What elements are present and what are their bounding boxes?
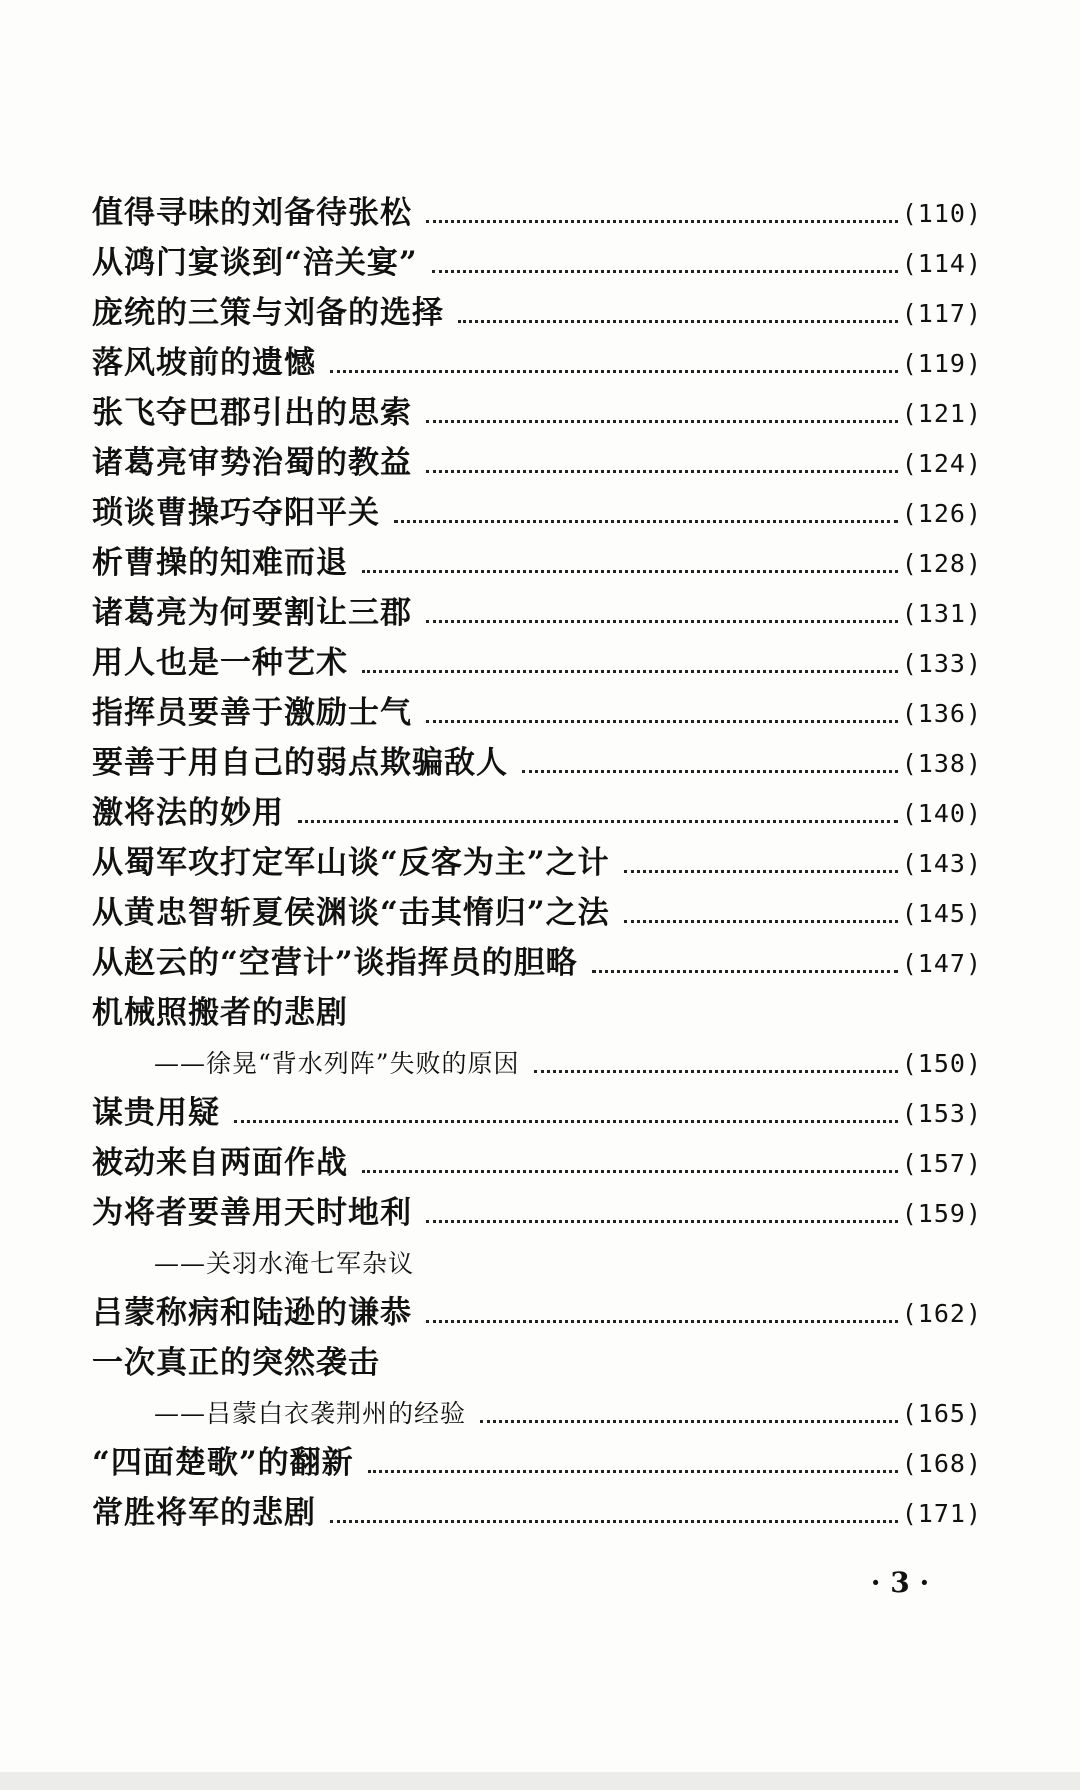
toc-entry [92, 638, 982, 688]
toc-entry-title: 诸葛亮审势治蜀的教益 [92, 444, 412, 481]
toc-entry [92, 1488, 982, 1538]
toc-entry-page: (153) [901, 1098, 982, 1128]
dot-leader [592, 970, 898, 973]
toc-entry [92, 338, 982, 388]
toc-entry-title: 从蜀军攻打定军山谈“反客为主”之计 [92, 844, 610, 881]
toc-entry [92, 738, 982, 788]
toc-entry [92, 438, 982, 488]
toc-entry [92, 388, 982, 438]
dot-leader [432, 270, 898, 273]
toc-entry-page: (159) [901, 1198, 982, 1228]
toc-entry-page: (131) [901, 598, 982, 628]
toc-entry-title: 激将法的妙用 [92, 794, 284, 831]
toc-entry-title: 为将者要善用天时地利 [92, 1194, 412, 1231]
dot-leader [624, 920, 898, 923]
toc-entry [92, 1338, 982, 1388]
dot-leader [426, 1220, 898, 1223]
toc-entry-page: (162) [901, 1298, 982, 1328]
dot-leader [458, 320, 898, 323]
dot-leader [394, 520, 898, 523]
dot-leader [522, 770, 898, 773]
toc-entry [92, 488, 982, 538]
table-of-contents [92, 188, 982, 1538]
toc-entry-title: ——关羽水淹七军杂议 [154, 1248, 415, 1278]
toc-entry-page: (171) [901, 1498, 982, 1528]
dot-leader [426, 420, 898, 423]
toc-entry [92, 1288, 982, 1338]
dot-leader [362, 1170, 898, 1173]
toc-entry [92, 1088, 982, 1138]
toc-entry-page: (114) [901, 248, 982, 278]
toc-entry-page: (117) [901, 298, 982, 328]
toc-entry-title: 析曹操的知难而退 [92, 544, 348, 581]
toc-entry-subtitle [92, 1388, 982, 1438]
toc-entry [92, 538, 982, 588]
toc-entry-title: 从黄忠智斩夏侯渊谈“击其惰归”之法 [92, 894, 610, 931]
toc-entry-page: (121) [901, 398, 982, 428]
toc-entry [92, 1188, 982, 1238]
toc-entry [92, 838, 982, 888]
toc-entry-title: 要善于用自己的弱点欺骗敌人 [92, 744, 508, 781]
toc-entry [92, 1438, 982, 1488]
toc-entry-title: 从鸿门宴谈到“涪关宴” [92, 244, 418, 281]
toc-entry [92, 188, 982, 238]
dot-leader [298, 820, 898, 823]
dot-leader [362, 570, 898, 573]
dot-leader [426, 720, 898, 723]
toc-entry-page: (140) [901, 798, 982, 828]
dot-leader [426, 220, 898, 223]
toc-entry-page: (145) [901, 898, 982, 928]
toc-entry-title: 落风坡前的遗憾 [92, 344, 316, 381]
toc-entry-title: 值得寻味的刘备待张松 [92, 194, 412, 231]
toc-entry-title: 一次真正的突然袭击 [92, 1344, 380, 1381]
toc-entry [92, 288, 982, 338]
toc-entry-title: 指挥员要善于激励士气 [92, 694, 412, 731]
toc-entry-title: 琐谈曹操巧夺阳平关 [92, 494, 380, 531]
toc-entry-title: ——吕蒙白衣袭荆州的经验 [154, 1398, 467, 1428]
toc-entry [92, 238, 982, 288]
toc-entry-page: (138) [901, 748, 982, 778]
dot-leader [480, 1420, 898, 1423]
toc-entry [92, 938, 982, 988]
toc-entry-title: 庞统的三策与刘备的选择 [92, 294, 444, 331]
toc-entry-page: (143) [901, 848, 982, 878]
toc-entry-title: “四面楚歌”的翻新 [92, 1444, 354, 1481]
toc-entry-page: (126) [901, 498, 982, 528]
toc-entry-page: (147) [901, 948, 982, 978]
toc-entry [92, 788, 982, 838]
toc-entry-page: (119) [901, 348, 982, 378]
page-number: · 3 · [870, 1566, 930, 1599]
toc-entry-page: (124) [901, 448, 982, 478]
toc-entry-subtitle [92, 1038, 982, 1088]
toc-entry-title: 诸葛亮为何要割让三郡 [92, 594, 412, 631]
toc-entry-title: 吕蒙称病和陆逊的谦恭 [92, 1294, 412, 1331]
toc-entry-title: 张飞夺巴郡引出的思索 [92, 394, 412, 431]
toc-entry-title: 被动来自两面作战 [92, 1144, 348, 1181]
dot-leader [534, 1070, 898, 1073]
dot-leader [362, 670, 898, 673]
toc-entry-page: (157) [901, 1148, 982, 1178]
toc-entry [92, 688, 982, 738]
dot-leader [426, 620, 898, 623]
toc-entry-page: (110) [901, 198, 982, 228]
toc-entry-page: (133) [901, 648, 982, 678]
toc-entry-title: 用人也是一种艺术 [92, 644, 348, 681]
toc-entry-title: 从赵云的“空营计”谈指挥员的胆略 [92, 944, 578, 981]
dot-leader [426, 470, 898, 473]
dot-leader [624, 870, 898, 873]
toc-entry-title: 常胜将军的悲剧 [92, 1494, 316, 1531]
toc-entry-page: (165) [901, 1398, 982, 1428]
dot-leader [330, 1520, 898, 1523]
dot-leader [234, 1120, 898, 1123]
toc-entry-subtitle [92, 1238, 982, 1288]
toc-entry-title: 谋贵用疑 [92, 1094, 220, 1131]
toc-entry-page: (136) [901, 698, 982, 728]
toc-entry-title: 机械照搬者的悲剧 [92, 994, 348, 1031]
toc-entry-page: (150) [901, 1048, 982, 1078]
toc-entry [92, 1138, 982, 1188]
scan-bottom-margin [0, 1772, 1080, 1790]
toc-entry [92, 888, 982, 938]
toc-entry [92, 988, 982, 1038]
dot-leader [330, 370, 898, 373]
toc-entry-page: (128) [901, 548, 982, 578]
toc-entry-title: ——徐晃“背水列阵”失败的原因 [154, 1048, 520, 1078]
dot-leader [426, 1320, 898, 1323]
toc-entry [92, 588, 982, 638]
toc-entry-page: (168) [901, 1448, 982, 1478]
dot-leader [368, 1470, 898, 1473]
